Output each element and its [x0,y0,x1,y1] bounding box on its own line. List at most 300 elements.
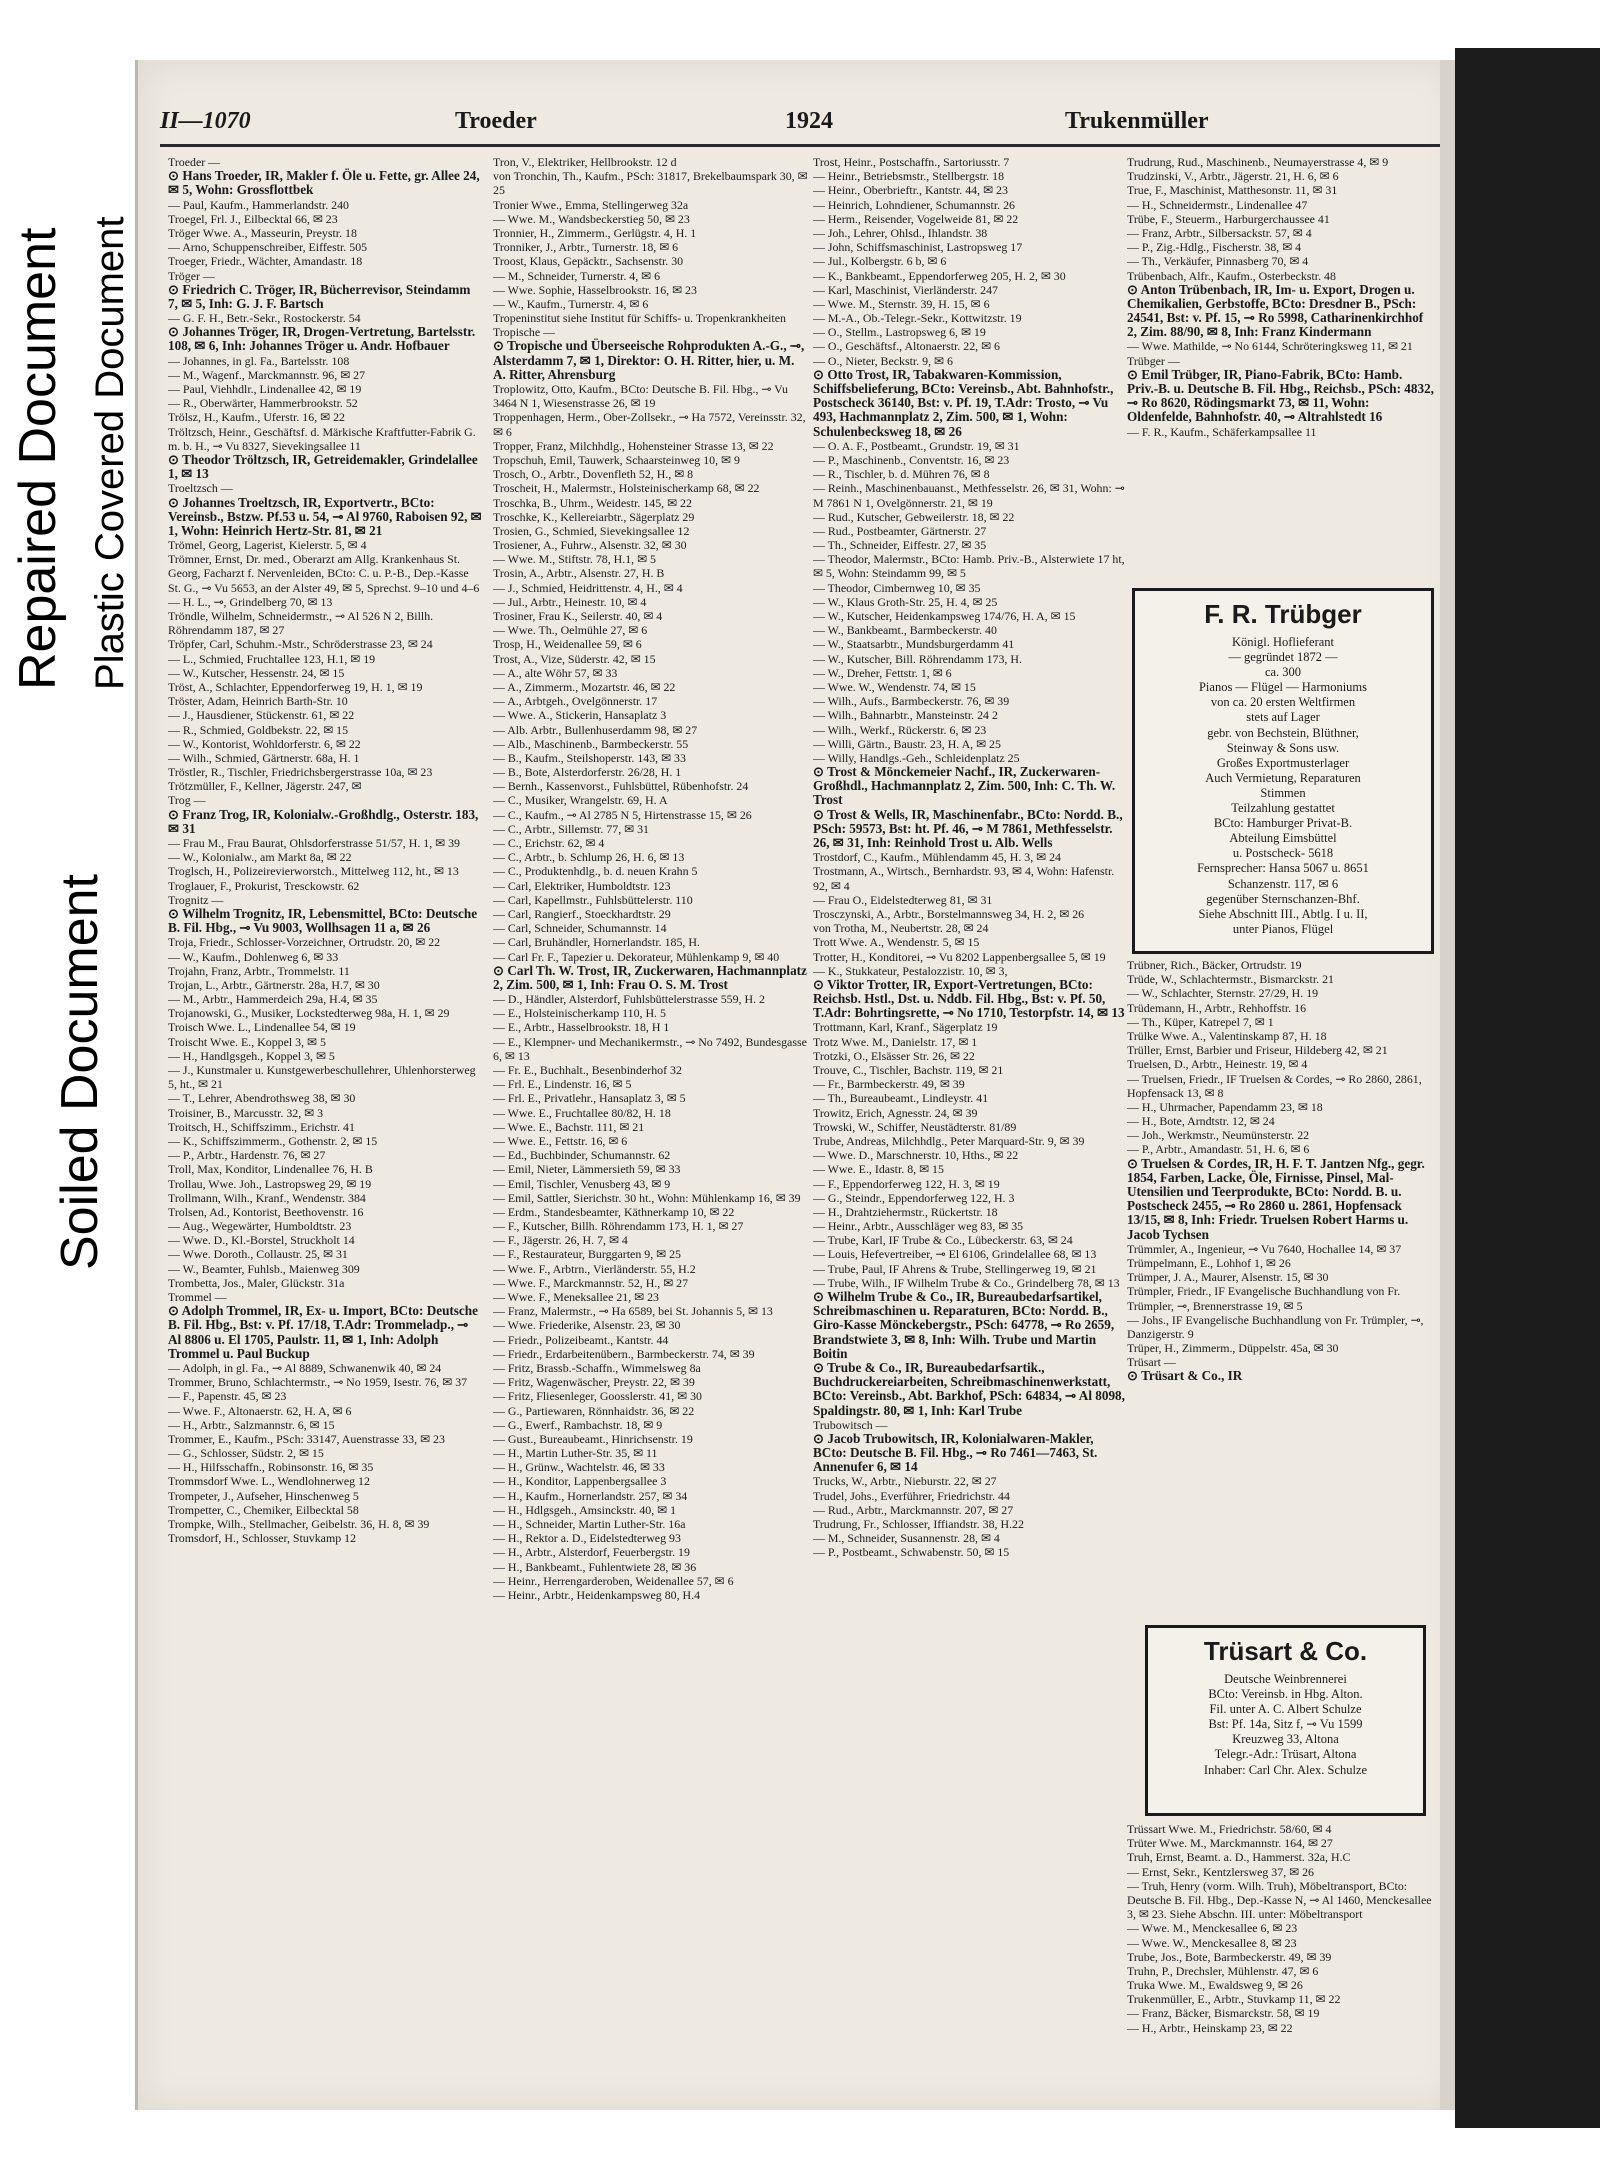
directory-entry: Tromsdorf, H., Schlosser, Stuvkamp 12 [168,1531,357,1546]
directory-entry: Tröstler, R., Tischler, Friedrichsbergerstrasse 10a, ✉ 23 [168,765,433,780]
directory-entry: Trölsz, H., Kaufm., Uferstr. 16, ✉ 22 [168,410,345,425]
ad-line: gebr. von Bechstein, Blüthner, [1207,725,1359,740]
directory-entry: — B., Kaufm., Steilshoperstr. 143, ✉ 33 [493,750,686,765]
directory-entry: — L., Schmied, Fruchtallee 123, H.1, ✉ 19 [168,651,376,666]
directory-entry: Trukenmüller, E., Arbtr., Stuvkamp 11, ✉ 22 [1127,1992,1341,2007]
ad-lines [1135,635,1431,937]
directory-entry: — Gust., Bureaubeamt., Hinrichsenstr. 19 [493,1431,693,1446]
ad-line: Bst: Pf. 14a, Sitz f, ⊸ Vu 1599 [1208,1717,1363,1732]
ad-line: Stimmen [1260,785,1306,800]
directory-entry: — Wwe. Friederike, Alsenstr. 23, ✉ 30 [493,1318,681,1333]
ad-line: Fernsprecher: Hansa 5067 u. 8651 [1197,861,1369,876]
directory-entry: ⊙ Trost & Mönckemeier Nachf., IR, Zuckerwaren-Großhdl., Hachmannplatz 2, Zim. 500, Inh: C. Th. W. Trost [813,764,1116,808]
directory-entry: Tröster, Adam, Heinrich Barth-Str. 10 [168,694,348,709]
directory-entry: — Theodor, Cimbernweg 10, ✉ 35 [813,580,981,595]
ad-line: Kreuzweg 33, Altona [1232,1732,1339,1747]
directory-entry: Tropschuh, Emil, Tauwerk, Schaarsteinweg 10, ✉ 9 [493,452,740,467]
directory-entry: Trudrung, Fr., Schlosser, Iffiandstr. 38, H.22 [813,1517,1024,1531]
directory-entry: Trube, Jos., Bote, Barmbeckerstr. 49, ✉ 39 [1127,1949,1332,1964]
directory-entry: — Ernst, Sekr., Kentzlersweg 37, ✉ 26 [1127,1864,1314,1879]
ad-line: Telegr.-Adr.: Trüsart, Altona [1214,1747,1357,1762]
directory-entry: — Louis, Hefevertreiber, ⊸ El 6106, Grindelallee 68, ✉ 13 [813,1247,1097,1262]
directory-entry: — Fritz, Brassb.-Schaffn., Wimmelsweg 8a [493,1360,701,1375]
directory-entry: Trüper, H., Zimmerm., Düppelstr. 45a, ✉ 30 [1127,1341,1339,1356]
directory-entry: — Fr. E., Buchhalt., Besenbinderhof 32 [493,1063,682,1077]
directory-entry: — M., Wagenf., Marckmannstr. 96, ✉ 27 [168,367,366,382]
ad-line: Abteilung Eimsbüttel [1229,831,1337,846]
directory-entry: — W., Beamter, Fuhlsb., Maienweg 309 [168,1261,360,1276]
directory-entry: Tropische — [493,325,555,340]
directory-entry: Trosczynski, A., Arbtr., Borstelmannsweg 34, H. 2, ✉ 26 [813,906,1085,921]
directory-entry: ⊙ Johannes Tröger, IR, Drogen-Vertretung, Bartelsstr. 108, ✉ 6, Inh: Johannes Tröger u. Andr. Hofbauer [168,324,476,354]
directory-entry: — Wwe. F., Arbtrn., Vierländerstr. 55, H.2 [493,1261,696,1276]
directory-entry: — F. R., Kaufm., Schäferkampsallee 11 [1127,424,1317,439]
directory-entry: Troeder — [168,155,221,169]
directory-entry: — G., Ewerf., Rambachstr. 18, ✉ 9 [493,1417,663,1432]
directory-entry: Trülke Wwe. A., Valentinskamp 87, H. 18 [1127,1028,1327,1043]
directory-entry: Tröst, A., Schlachter, Eppendorferweg 19, H. 1, ✉ 19 [168,679,423,694]
directory-entry: — Heinr., Oberbrieftr., Kantstr. 44, ✉ 23 [813,183,1008,198]
scan-border [1455,48,1600,2128]
ad-line: Inhaber: Carl Chr. Alex. Schulze [1203,1762,1368,1777]
directory-entry: — Rud., Kutscher, Gebweilerstr. 18, ✉ 22 [813,509,1015,524]
directory-entry: — W., Schlachter, Sternstr. 27/29, H. 19 [1127,986,1319,1001]
directory-entry: — Theodor, Malermstr., BCto: Hamb. Priv.-B., Alsterwiete 17 ht, ✉ 5, Wohn: Steindamm 99, ✉ 5 [813,552,1125,581]
directory-entry: — J., Schmied, Heidrittenstr. 4, H., ✉ 4 [493,580,683,595]
directory-entry: — O. A. F., Postbeamt., Grundstr. 19, ✉ 31 [813,438,1020,453]
directory-entry: — M.-A., Ob.-Telegr.-Sekr., Kottwitzstr. 19 [813,311,1022,326]
directory-entry: — H., Schneidermstr., Lindenallee 47 [1127,197,1308,212]
directory-entry: Trompke, Wilh., Stellmacher, Geibelstr. 36, H. 8, ✉ 39 [168,1517,430,1531]
directory-entry: — Fr., Barmbeckerstr. 49, ✉ 39 [813,1077,965,1092]
directory-entry: — M., Schneider, Susannenstr. 28, ✉ 4 [813,1531,1000,1546]
directory-entry: Tronier Wwe., Emma, Stellingerweg 32a [493,197,689,212]
directory-entry: von Tronchin, Th., Kaufm., PSch: 31817, Brekelbaumspark 30, ✉ 25 [493,169,808,198]
directory-entry: — H., Bote, Arndtstr. 12, ✉ 24 [1127,1114,1275,1129]
directory-entry: — K., Schiffszimmerm., Gothenstr. 2, ✉ 15 [168,1133,378,1148]
directory-entry: Trüller, Ernst, Barbier und Friseur, Hildeberg 42, ✉ 21 [1127,1043,1388,1058]
directory-entry: — Franz, Malermstr., ⊸ Ha 6589, bei St. Johannis 5, ✉ 13 [493,1304,773,1319]
directory-entry: — Trube, Karl, IF Trube & Co., Lübeckerstr. 63, ✉ 24 [813,1233,1073,1248]
directory-entry: Trübe, F., Steuerm., Harburgerchaussee 41 [1127,211,1330,226]
directory-entry: Trüssart Wwe. M., Friedrichstr. 58/60, ✉ 4 [1127,1822,1332,1836]
directory-entry: Trollmann, Wilh., Kranf., Wendenstr. 384 [168,1190,366,1205]
ad-line: stets auf Lager [1246,710,1320,725]
directory-entry: — Emil, Tischler, Venusberg 43, ✉ 9 [493,1176,671,1191]
directory-entry: Tröpfer, Carl, Schuhm.-Mstr., Schröderstrasse 23, ✉ 24 [168,637,433,652]
directory-entry: — G., Schlosser, Südstr. 2, ✉ 15 [168,1446,324,1461]
directory-entry: ⊙ Friedrich C. Tröger, IR, Bücherrevisor, Steindamm 7, ✉ 5, Inh: G. J. F. Bartsch [168,281,471,311]
directory-entry: Trompetter, C., Chemiker, Eilbecktal 58 [168,1502,359,1517]
directory-entry: Troisiner, B., Marcusstr. 32, ✉ 3 [168,1105,324,1120]
ad-line: BCto: Hamburger Privat-B. [1213,816,1353,831]
directory-entry: — W., Kontorist, Wohldorferstr. 6, ✉ 22 [168,736,361,751]
directory-entry: Trüter Wwe. M., Marckmannstr. 164, ✉ 27 [1127,1836,1333,1851]
directory-entry: — C., Erichstr. 62, ✉ 4 [493,836,605,850]
directory-entry: Trojahn, Franz, Arbtr., Trommelstr. 11 [168,963,350,978]
directory-entry: — E., Klempner- und Mechanikermstr., ⊸ No 7492, Bundesgasse 6, ✉ 13 [493,1034,807,1063]
directory-entry: Trudzinski, V., Arbtr., Jägerstr. 21, H. 6, ✉ 6 [1127,169,1339,184]
directory-entry: — Wilh., Werkf., Rückerstr. 6, ✉ 23 [813,722,987,737]
directory-entry: — A., alte Wöhr 57, ✉ 33 [493,665,618,680]
directory-entry: Truhn, P., Drechsler, Mühlenstr. 47, ✉ 6 [1127,1963,1319,1978]
ad-line: — gegründet 1872 — [1228,650,1338,665]
directory-entry: — C., Arbtr., Sillemstr. 77, ✉ 31 [493,821,649,836]
directory-entry: — Frau O., Eidelstedterweg 81, ✉ 31 [813,892,993,907]
directory-entry: — Wwe. Sophie, Hasselbrookstr. 16, ✉ 23 [493,282,697,297]
directory-entry: — Fritz, Wagenwäscher, Preystr. 22, ✉ 39 [493,1375,695,1390]
directory-entry: — P., Maschinenb., Conventstr. 16, ✉ 23 [813,452,1010,467]
directory-entry: Trost, A., Vize, Süderstr. 42, ✉ 15 [493,651,656,666]
header-left-word: Troeder [455,108,537,134]
directory-entry: Trost, Heinr., Postschaffn., Sartoriusstr. 7 [813,155,1010,169]
directory-entry: — Alb., Maschinenb., Barmbeckerstr. 55 [493,736,689,751]
directory-column-4-top [1127,155,1435,575]
directory-entry: — P., Postbeamt., Schwabenstr. 50, ✉ 15 [813,1545,1010,1560]
directory-entry: — Wwe. Doroth., Collaustr. 25, ✉ 31 [168,1247,348,1262]
ad-title: Trüsart & Co. [1203,1636,1368,1666]
directory-entry: — Wwe. D., Kl.-Borstel, Struckholt 14 [168,1233,355,1248]
directory-entry: Trümpler, Friedr., IF Evangelische Buchhandlung von Fr. Trümpler, ⊸, Brennerstrasse 19, ✉ 5 [1127,1284,1401,1313]
directory-entry: — Franz, Arbtr., Silbersackstr. 57, ✉ 4 [1127,225,1312,240]
directory-entry: ⊙ Jacob Trubowitsch, IR, Kolonialwaren-Makler, BCto: Deutsche B. Fil. Hbg., ⊸ Ro 7461—7463, St. Annenufer 6, ✉ 14 [813,1430,1098,1475]
directory-entry: Trudel, Johs., Everführer, Friedrichstr. 44 [813,1488,1010,1503]
directory-entry: — R., Tischler, b. d. Mühren 76, ✉ 8 [813,467,990,482]
directory-entry: Trostdorf, C., Kaufm., Mühlendamm 45, H. 3, ✉ 24 [813,850,1061,865]
directory-entry: Trümmler, A., Ingenieur, ⊸ Vu 7640, Hochallee 14, ✉ 37 [1127,1241,1402,1256]
directory-entry: — Wilh., Schmied, Gärtnerstr. 68a, H. 1 [168,750,360,765]
directory-entry: — C., Produktenhdlg., b. d. neuen Krahn 5 [493,864,698,879]
directory-entry: — Friedr., Polizeibeamt., Kantstr. 44 [493,1332,669,1347]
directory-entry: — Herm., Reisender, Vogelweide 81, ✉ 22 [813,211,1019,226]
directory-entry: ⊙ Franz Trog, IR, Kolonialw.-Großhdlg., Osterstr. 183, ✉ 31 [168,806,479,836]
directory-entry: Trosin, A., Arbtr., Alsenstr. 27, H. B [493,566,665,581]
directory-entry: — W., Kutscher, Hessenstr. 24, ✉ 15 [168,665,345,680]
directory-entry: Troschke, K., Kellereiarbtr., Sägerplatz 29 [493,509,695,524]
directory-entry: — Jul., Arbtr., Heinestr. 10, ✉ 4 [493,594,647,609]
soiled-document-label: Soiled Document [51,874,109,1270]
directory-entry: — Wilh., Bahnarbtr., Mansteinstr. 24 2 [813,708,998,723]
directory-entry: — Emil, Sattler, Sierichstr. 30 ht., Wohn: Mühlenkamp 16, ✉ 39 [493,1190,801,1205]
ad-line: Fil. unter A. C. Albert Schulze [1209,1702,1362,1717]
directory-entry: — Wwe. M., Sternstr. 39, H. 15, ✉ 6 [813,296,990,311]
directory-entry: — Karl, Maschinist, Vierländerstr. 247 [813,282,998,297]
directory-entry: ⊙ Johannes Troeltzsch, IR, Exportvertr., BCto: Vereinsb., Bstzw. Pf.53 u. 54, ⊸ Al 9760, Raboisen 92, ✉ 1, Wohn: Heinrich Hertz-Str. 81, ✉ 21 [168,494,482,538]
directory-entry: — J., Kunstmaler u. Kunstgewerbeschullehrer, Uhlenhorsterweg 5, ht., ✉ 21 [168,1063,476,1092]
directory-entry: Trötzmüller, F., Kellner, Jägerstr. 247, ✉ [168,779,362,794]
directory-entry: — Johs., IF Evangelische Buchhandlung von Fr. Trümpler, ⊸, Danzigerstr. 9 [1127,1312,1424,1341]
directory-entry: Troisch Wwe. L., Lindenallee 54, ✉ 19 [168,1020,356,1035]
directory-entry: — E., Arbtr., Hasselbrookstr. 18, H 1 [493,1020,670,1035]
directory-entry: Trojanowski, G., Musiker, Lockstedterweg 98a, H. 1, ✉ 29 [168,1006,450,1021]
ad-line: Großes Exportmusterlager [1216,755,1350,770]
directory-entry: Trucks, W., Arbtr., Nieburstr. 22, ✉ 27 [813,1474,997,1489]
directory-entry: — P., Arbtr., Hardenstr. 76, ✉ 27 [168,1148,326,1163]
directory-entry: — Wwe. W., Menckesallee 8, ✉ 23 [1127,1935,1297,1950]
directory-entry: — Th., Bureaubeamt., Lindleystr. 41 [813,1091,989,1106]
directory-entry: — H., Arbtr., Alsterdorf, Feuerbergstr. 19 [493,1545,690,1560]
directory-entry: Trümper, J. A., Maurer, Alsenstr. 15, ✉ 30 [1127,1270,1329,1285]
directory-entry: — H., Hilfsschaffn., Robinsonstr. 16, ✉ 35 [168,1460,374,1475]
directory-entry: — W., Kaufm., Dohlenweg 6, ✉ 33 [168,949,339,964]
directory-entry: ⊙ Adolph Trommel, IR, Ex- u. Import, BCto: Deutsche B. Fil. Hbg., Bst: v. Pf. 17/18, T.Adr: Trommeladp., ⊸ Al 8806 u. El 1705, Paulstr. 11, ✉ 1, Inh: Adolph Trommel u. Paul Buckup [168,1303,478,1361]
directory-entry: True, F., Maschinist, Matthesonstr. 11, ✉ 31 [1127,183,1338,198]
directory-entry: Trommer, E., Kaufm., PSch: 33147, Auenstrasse 33, ✉ 23 [168,1431,445,1446]
directory-entry: Truh, Ernst, Beamt. a. D., Hammerst. 32a, H.C [1127,1850,1351,1865]
directory-entry: Trosien, G., Schmied, Sievekingsallee 12 [493,523,690,538]
directory-entry: Trübner, Rich., Bäcker, Ortrudstr. 19 [1127,958,1302,972]
directory-entry: — Alb. Arbtr., Bullenhuserdamm 98, ✉ 27 [493,722,698,737]
directory-entry: Trüde, W., Schlachtermstr., Bismarckstr. 21 [1127,972,1334,987]
directory-entry: — J., Hausdiener, Stückenstr. 61, ✉ 22 [168,708,355,723]
directory-entry: — F., Jägerstr. 26, H. 7, ✉ 4 [493,1233,628,1248]
directory-entry: Trottmann, Karl, Kranf., Sägerplatz 19 [813,1020,998,1035]
directory-entry: — G. F. H., Betr.-Sekr., Rostockerstr. 54 [168,311,361,326]
directory-entry: — O., Geschäftsf., Altonaerstr. 22, ✉ 6 [813,339,1000,354]
directory-entry: — B., Bote, Alsterdorferstr. 26/28, H. 1 [493,765,682,780]
directory-entry: ⊙ Tropische und Überseeische Rohprodukten A.-G., ⊸, Alsterdamm 7, ✉ 1, Direktor: O. H. Ritter, hier, u. M. A. Ritter, Ahrensburg [493,338,805,382]
directory-entry: — M., Schneider, Turnerstr. 4, ✉ 6 [493,268,661,283]
directory-entry: Troost, Klaus, Gepäcktr., Sachsenstr. 30 [493,254,684,269]
directory-entry: Tröger Wwe. A., Masseurin, Preystr. 18 [168,225,357,240]
ad-title: F. R. Trübger [1204,599,1362,629]
directory-entry: — Th., Küper, Katrepel 7, ✉ 1 [1127,1014,1274,1029]
directory-entry: — Wwe. Th., Oelmühle 27, ✉ 6 [493,623,648,638]
directory-entry: — W., Kutscher, Heidenkampsweg 174/76, H. A, ✉ 15 [813,609,1076,623]
directory-entry: Troglauer, F., Prokurist, Tresckowstr. 62 [168,878,360,893]
directory-entry: — Th., Verkäufer, Pinnasberg 70, ✉ 4 [1127,254,1309,269]
directory-entry: Truka Wwe. M., Ewaldsweg 9, ✉ 26 [1127,1978,1303,1993]
directory-entry: — H., Bankbeamt., Fuhlentwiete 28, ✉ 36 [493,1559,697,1574]
directory-entry: — W., Kaufm., Turnerstr. 4, ✉ 6 [493,296,649,311]
directory-entry: — Fritz, Fliesenleger, Goosslerstr. 41, ✉ 30 [493,1389,702,1404]
directory-entry: — Carl, Rangierf., Stoeckhardtstr. 29 [493,906,671,921]
directory-entry: ⊙ Anton Trübenbach, IR, Im- u. Export, Drogen u. Chemikalien, Gerbstoffe, BCto: Dresdner B., PSch: 24541, Bst: v. Pf. 15, ⊸ Ro 5998, Catharinenkirchhof 2, Zim. 88/90, ✉ 8, Inh: Franz Kindermann [1127,281,1424,340]
directory-entry: — Friedr., Erdarbeitenübern., Barmbeckerstr. 74, ✉ 39 [493,1346,755,1361]
directory-entry: — Wwe. M., Menckesallee 6, ✉ 23 [1127,1921,1298,1936]
directory-entry: — Wwe. E., Idastr. 8, ✉ 15 [813,1162,944,1177]
directory-entry: Trouve, C., Tischler, Bachstr. 119, ✉ 21 [813,1063,1004,1077]
directory-entry: — Wwe. D., Marschnerstr. 10, Hths., ✉ 22 [813,1148,1019,1163]
directory-entry: Trosch, O., Arbtr., Dovenfleth 52, H., ✉ 8 [493,467,694,482]
directory-entry: — Wwe. F., Meneksallee 21, ✉ 23 [493,1290,659,1304]
directory-entry: Trowitz, Erich, Agnesstr. 24, ✉ 39 [813,1105,978,1120]
ad-line: Teilzahlung gestattet [1231,801,1335,816]
ad-line: Schanzenstr. 117, ✉ 6 [1227,876,1339,891]
advertisement-truebger [1132,588,1434,954]
directory-entry: — K., Stukkateur, Pestalozzistr. 10, ✉ 3, [813,963,1008,978]
directory-entry: — W., Klaus Groth-Str. 25, H. 4, ✉ 25 [813,594,998,609]
directory-entry: Tron, V., Elektriker, Hellbrookstr. 12 d [493,155,677,169]
directory-entry: — H., Drahtziehermstr., Rückertstr. 18 [813,1204,998,1219]
directory-entry: — Wwe. E., Bachstr. 111, ✉ 21 [493,1119,645,1134]
directory-entry: — Trube, Wilh., IF Wilhelm Trube & Co., Grindelberg 78, ✉ 13 [813,1275,1120,1290]
directory-entry: ⊙ Wilhelm Trognitz, IR, Lebensmittel, BCto: Deutsche B. Fil. Hbg., ⊸ Vu 9003, Wollhsagen 11 a, ✉ 26 [168,905,478,936]
directory-entry: Trommsdorf Wwe. L., Wendlohnerweg 12 [168,1474,370,1489]
directory-entry: — R., Oberwärter, Hammerbrookstr. 52 [168,396,358,411]
header-rule [160,144,1440,147]
directory-entry: Troplowitz, Otto, Kaufm., BCto: Deutsche B. Fil. Hbg., ⊸ Vu 3464 N 1, Wiesenstrasse 26, ✉ 19 [493,382,788,411]
directory-entry: — H., Kaufm., Hornerlandstr. 257, ✉ 34 [493,1488,688,1503]
directory-entry: — Frl. E., Lindenstr. 16, ✉ 5 [493,1077,632,1092]
directory-entry: Trömel, Georg, Lagerist, Kielerstr. 5, ✉ 4 [168,538,367,553]
directory-entry: Trotter, H., Konditorei, ⊸ Vu 8202 Lappenbergsallee 5, ✉ 19 [813,949,1106,964]
directory-entry: — Wilh., Aufs., Barmbeckerstr. 76, ✉ 39 [813,694,1010,709]
directory-entry: Tröndle, Wilhelm, Schneidermstr., ⊸ Al 526 N 2, Billh. Röhrendamm 187, ✉ 27 [168,609,434,638]
directory-column-3 [813,155,1128,2085]
directory-entry: Troischt Wwe. E., Koppel 3, ✉ 5 [168,1034,326,1049]
ad-line: Steinway & Sons usw. [1226,740,1340,755]
directory-entry: — Wwe. F., Marckmannstr. 52, H., ✉ 27 [493,1275,689,1290]
directory-entry: — W., Dreher, Fettstr. 1, ✉ 6 [813,665,952,680]
directory-entry: — H., Handlgsgeh., Koppel 3, ✉ 5 [168,1048,335,1063]
directory-entry: Trüdemann, H., Arbtr., Rehhoffstr. 16 [1127,1000,1307,1015]
directory-entry: — Ed., Buchbinder, Schumannstr. 62 [493,1148,671,1163]
directory-entry: von Trotha, M., Neubertstr. 28, ✉ 24 [813,921,989,936]
ad-line: Königl. Hoflieferant [1231,635,1335,649]
directory-entry: — H., Grünw., Wachtelstr. 46, ✉ 33 [493,1460,665,1475]
directory-column-4-bottom [1127,1822,1435,2087]
directory-entry: — Wwe. W., Wendenstr. 74, ✉ 15 [813,679,976,694]
directory-entry: Trosiener, A., Fuhrw., Alsenstr. 32, ✉ 30 [493,538,687,553]
directory-entry: Trubowitsch — [813,1417,888,1432]
header-right-word: Trukenmüller [1065,108,1209,134]
ad-line: u. Postscheck- 5618 [1232,846,1334,861]
directory-entry: — Th., Schneider, Eiffestr. 27, ✉ 35 [813,538,987,553]
ad-line: von ca. 20 ersten Weltfirmen [1210,695,1356,710]
page-header [160,108,1450,142]
directory-entry: Trolsen, Ad., Kontorist, Beethovenstr. 16 [168,1204,364,1219]
repaired-document-label: Repaired Document [9,227,67,690]
directory-entry: — Willy, Handlgs.-Geh., Schleidenplatz 25 [813,750,1020,765]
directory-entry: Troschka, B., Uhrm., Weidestr. 145, ✉ 22 [493,495,692,510]
directory-column-1 [168,155,483,2085]
directory-entry: — H., Konditor, Lappenbergsallee 3 [493,1474,667,1489]
directory-entry: — Aug., Wegewärter, Humboldtstr. 23 [168,1219,352,1234]
directory-entry: — F., Restaurateur, Burggarten 9, ✉ 25 [493,1247,681,1262]
directory-entry: — D., Händler, Alsterdorf, Fuhlsbüttelerstrasse 559, H. 2 [493,992,765,1007]
directory-entry: — H., Arbtr., Heinskamp 23, ✉ 22 [1127,2020,1293,2035]
ad-line: Pianos — Flügel — Harmoniums [1198,680,1368,695]
directory-entry: — Wwe. E., Fettstr. 16, ✉ 6 [493,1133,628,1148]
directory-entry: — F., Eppendorferweg 122, H. 3, ✉ 19 [813,1176,1000,1191]
directory-entry: Troegel, Frl. J., Eilbecktal 66, ✉ 23 [168,211,338,226]
directory-entry: ⊙ Hans Troeder, IR, Makler f. Öle u. Fette, gr. Allee 24, ✉ 5, Wohn: Grossflottbek [168,168,480,198]
header-year: 1924 [785,108,833,134]
directory-entry: — Bernh., Kassenvorst., Fuhlsbüttel, Rübenhofstr. 24 [493,779,749,794]
directory-entry: Trojan, L., Arbtr., Gärtnerstr. 28a, H.7, ✉ 30 [168,977,380,992]
directory-entry: — Wwe. M., Wandsbeckerstieg 50, ✉ 23 [493,211,690,226]
directory-entry: — Wwe. E., Fruchtallee 80/82, H. 18 [493,1105,671,1120]
directory-entry: Trübenbach, Alfr., Kaufm., Osterbeckstr. 48 [1127,268,1336,283]
directory-entry: ⊙ Theodor Tröltzsch, IR, Getreidemakler, Grindelallee 1, ✉ 13 [168,451,478,482]
directory-entry: — Carl, Bruhändler, Hornerlandstr. 185, H. [493,935,700,950]
directory-entry: — Paul, Viehhdlr., Lindenallee 42, ✉ 19 [168,382,362,396]
directory-entry: Trüsart — [1127,1355,1176,1370]
directory-entry: Trowski, W., Schiffer, Neustädterstr. 81/89 [813,1119,1017,1134]
directory-entry: — Frl. E., Privatlehr., Hansaplatz 3, ✉ 5 [493,1091,686,1106]
directory-entry: — O., Stellm., Lastropsweg 6, ✉ 19 [813,325,986,340]
directory-entry: Tronnier, H., Zimmerm., Gerlügstr. 4, H. 1 [493,225,697,240]
directory-entry: — Emil, Nieter, Lämmersieth 59, ✉ 33 [493,1162,681,1177]
directory-entry: — C., Musiker, Wrangelstr. 69, H. A [493,793,668,808]
directory-entry: — H., Schneider, Martin Luther-Str. 16a [493,1517,686,1531]
directory-entry: — E., Holsteinischerkamp 110, H. 5 [493,1006,666,1021]
ad-line: Auch Vermietung, Reparaturen [1205,770,1361,785]
directory-entry: — H. L., ⊸, Grindelberg 70, ✉ 13 [168,594,333,609]
ad-line: unter Pianos, Flügel [1232,921,1334,936]
directory-entry: ⊙ Trüsart & Co., IR [1127,1368,1243,1384]
directory-entry: — Heinr., Betriebsmstr., Stellbergstr. 18 [813,169,1005,184]
directory-entry: ⊙ Trube & Co., IR, Bureaubedarfsartik., Buchdruckereiarbeiten, Schreibmaschinenwerkstatt, BCto: Vereinsb., Abt. Barkhof, PSch: 64834, ⊸ Al 8098, Spaldingstr. 80, ✉ 1, Inh: Karl Trube [813,1359,1125,1418]
directory-entry: — Trube, Paul, IF Ahrens & Trube, Stellingerweg 19, ✉ 21 [813,1261,1097,1276]
directory-entry: Tropper, Franz, Milchhdlg., Hohensteiner Strasse 13, ✉ 22 [493,438,774,453]
directory-entry: Trosp, H., Weidenallee 59, ✉ 6 [493,637,642,652]
directory-entry: Truelsen, D., Arbtr., Heinestr. 19, ✉ 4 [1127,1057,1308,1072]
directory-entry: — H., Arbtr., Salzmannstr. 6, ✉ 15 [168,1417,335,1432]
directory-entry: — W., Kolonialw., am Markt 8a, ✉ 22 [168,850,352,865]
directory-entry: — H., Uhrmacher, Papendamm 23, ✉ 18 [1127,1099,1323,1114]
directory-entry: — T., Lehrer, Abendrothsweg 38, ✉ 30 [168,1091,356,1106]
directory-entry: — Rud., Postbeamter, Gärtnerstr. 27 [813,523,987,538]
directory-entry: Trömner, Ernst, Dr. med., Oberarzt am Allg. Krankenhaus St. Georg, Facharzt f. Nervenleiden, BCto: C. u. P.-B., Dep.-Kasse St. G., ⊸ Vu 5653, an der Alster 49, ✉ 5, Sprechst. 9–10 und 4–6 [168,552,480,595]
directory-entry: Troppenhagen, Herm., Ober-Zollsekr., ⊸ Ha 7572, Vereinsstr. 32, ✉ 6 [493,410,806,439]
directory-entry: ⊙ Emil Trübger, IR, Piano-Fabrik, BCto: Hamb. Priv.-B. u. Deutsche B. Fil. Hbg., Reichsb., PSch: 4832, ⊸ Ro 8620, Rödingsmarkt 73, ✉ 11, Wohn: Oldenfelde, Bahnhofstr. 40, ⊸ Altrahlstedt 16 [1127,366,1434,425]
directory-entry: Tropeninstitut siehe Institut für Schiffs- u. Tropenkrankheiten [493,311,786,326]
directory-entry: — Joh., Lehrer, Ohlsd., Ihlandstr. 38 [813,225,988,240]
directory-entry: — Erdm., Standesbeamter, Käthnerkamp 10, ✉ 22 [493,1204,735,1219]
directory-entry: — Frau M., Frau Baurat, Ohlsdorferstrasse 51/57, H. 1, ✉ 39 [168,836,460,850]
directory-entry: — Heinrich, Lohndiener, Schumannstr. 26 [813,197,1015,212]
directory-entry: — R., Schmied, Goldbekstr. 22, ✉ 15 [168,722,349,737]
directory-entry: — A., Arbtgeh., Ovelgönnerstr. 17 [493,694,658,709]
directory-entry: Troglsch, H., Polizeirevierworstch., Mittelweg 112, ht., ✉ 13 [168,864,459,879]
directory-entry: — Heinr., Arbtr., Ausschläger weg 83, ✉ 35 [813,1219,1024,1234]
ad-line: Deutsche Weinbrennerei [1224,1672,1347,1686]
directory-entry: — Carl, Schneider, Schumannstr. 14 [493,921,667,936]
directory-entry: — Arno, Schuppenschreiber, Eiffestr. 505 [168,240,368,255]
directory-entry: — W., Staatsarbtr., Mundsburgerdamm 41 [813,637,1015,652]
directory-entry: — H., Hdlgsgeh., Amsinckstr. 40, ✉ 1 [493,1502,677,1517]
ad-lines [1148,1672,1423,1778]
directory-entry: Trollau, Wwe. Joh., Lastropsweg 29, ✉ 19 [168,1176,372,1191]
directory-entry: Trott Wwe. A., Wendenstr. 5, ✉ 15 [813,935,980,950]
directory-entry: — Truh, Henry (vorm. Wilh. Truh), Möbeltransport, BCto: Deutsche B. Fil. Hbg., Dep.-Kasse N, ⊸ Al 1460, Menckesallee 3, ✉ 23. Siehe Abschn. III. unter: Möbeltransport [1127,1878,1432,1922]
directory-column-4-middle [1127,958,1435,1618]
directory-entry: — Wwe. Mathilde, ⊸ No 6144, Schröteringksweg 11, ✉ 21 [1127,339,1413,354]
directory-entry: — Willi, Gärtn., Baustr. 23, H. A, ✉ 25 [813,736,1001,751]
directory-entry: Trompeter, J., Aufseher, Hinschenweg 5 [168,1488,359,1503]
directory-entry: — Heinr., Arbtr., Heidenkampsweg 80, H.4 [493,1587,701,1602]
directory-entry: — W., Bankbeamt., Barmbeckerstr. 40 [813,623,997,638]
directory-entry: Trombetta, Jos., Maler, Glückstr. 31a [168,1275,345,1290]
directory-entry: — Johannes, in gl. Fa., Bartelsstr. 108 [168,353,350,368]
directory-entry: Troll, Max, Konditor, Lindenallee 76, H. B [168,1162,373,1177]
page-number: II—1070 [160,108,251,134]
directory-entry: — Wwe. F., Altonaerstr. 62, H. A, ✉ 6 [168,1403,352,1418]
directory-entry: — Rud., Arbtr., Marckmannstr. 207, ✉ 27 [813,1502,1014,1517]
directory-entry: Trosiner, Frau K., Seilerstr. 40, ✉ 4 [493,609,663,623]
directory-entry: — C., Kaufm., ⊸ Al 2785 N 5, Hirtenstrasse 15, ✉ 26 [493,807,752,822]
directory-entry: — G., Steindr., Eppendorferweg 122, H. 3 [813,1190,1015,1205]
directory-entry: — Truelsen, Friedr., IF Truelsen & Cordes, ⊸ Ro 2860, 2861, Hopfensack 13, ✉ 8 [1127,1071,1422,1100]
directory-entry: Trudrung, Rud., Maschinenb., Neumayerstrasse 4, ✉ 9 [1127,155,1389,169]
directory-entry: Trog — [168,793,206,808]
directory-column-2 [493,155,808,2085]
directory-entry: — Jul., Kolbergstr. 6 b, ✉ 6 [813,254,947,269]
directory-entry: — K., Bankbeamt., Eppendorferweg 205, H. 2, ✉ 30 [813,268,1066,283]
directory-entry: ⊙ Trost & Wells, IR, Maschinenfabr., BCto: Nordd. B., PSch: 59573, Bst: ht. Pf. 46, ⊸ M 7861, Methfesselstr. 26, ✉ 31, Inh: Reinhold Trost u. Alb. Wells [813,806,1123,850]
